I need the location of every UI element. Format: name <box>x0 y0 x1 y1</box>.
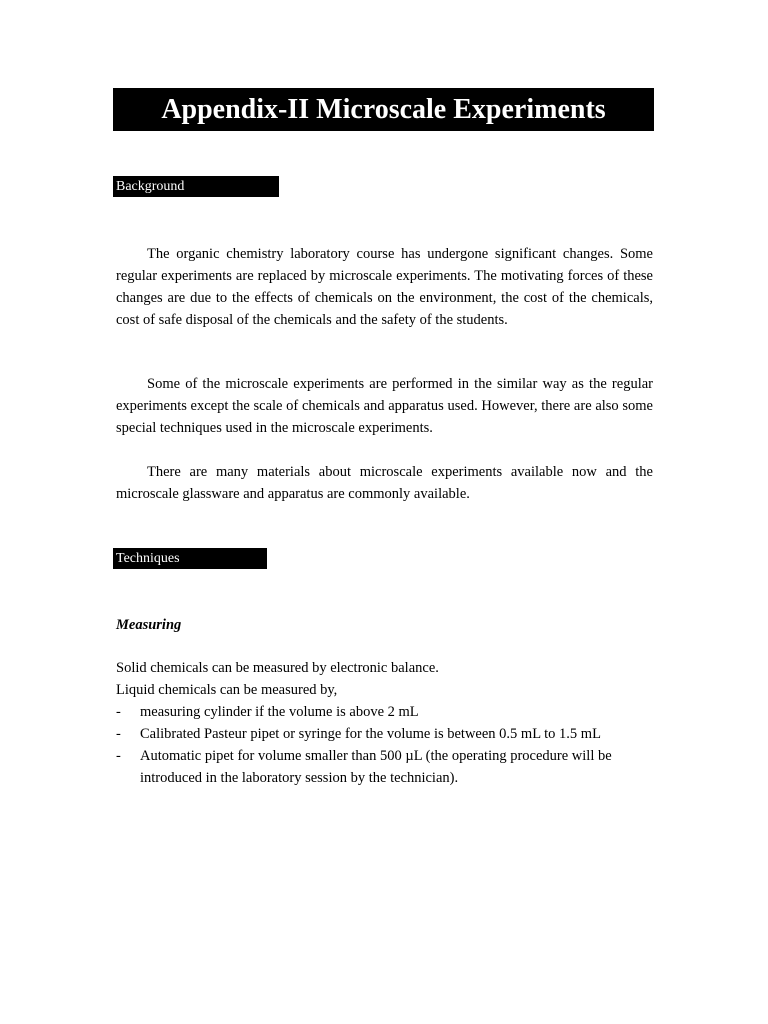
list-item <box>116 745 656 789</box>
list-item-text: Calibrated Pasteur pipet or syringe for the volume is between 0.5 mL to 1.5 mL <box>140 726 601 742</box>
background-paragraph-1: The organic chemistry laboratory course has undergone significant changes. Some regular experiments are replaced by microscale experiments. The motivating forces of these changes are due to the effects of chemicals on the environment, the cost of the chemicals, cost of safe disposal of the chemicals and the safety of the students. <box>116 246 653 328</box>
measuring-content <box>116 657 656 789</box>
measuring-liquid-line: Liquid chemicals can be measured by, <box>116 682 338 698</box>
list-dash: - <box>116 748 121 764</box>
list-item <box>116 701 656 723</box>
list-item <box>116 723 656 745</box>
section-label-background: Background <box>113 176 279 197</box>
measuring-heading: Measuring <box>116 617 182 633</box>
measuring-solid-line: Solid chemicals can be measured by electronic balance. <box>116 660 439 676</box>
background-paragraph-3: There are many materials about microscale experiments available now and the microscale glassware and apparatus are commonly available. <box>116 464 653 502</box>
list-item-text: measuring cylinder if the volume is above 2 mL <box>140 704 419 720</box>
background-paragraph-2: Some of the microscale experiments are performed in the similar way as the regular experiments except the scale of chemicals and apparatus used. However, there are also some special techniques used in the microscale experiments. <box>116 376 653 436</box>
page-title: Appendix-II Microscale Experiments <box>113 88 654 131</box>
list-dash: - <box>116 704 121 720</box>
section-label-techniques: Techniques <box>113 548 267 569</box>
list-item-text: Automatic pipet for volume smaller than 500 µL (the operating procedure will be introduced in the laboratory session by the technician). <box>140 748 612 786</box>
list-dash: - <box>116 726 121 742</box>
